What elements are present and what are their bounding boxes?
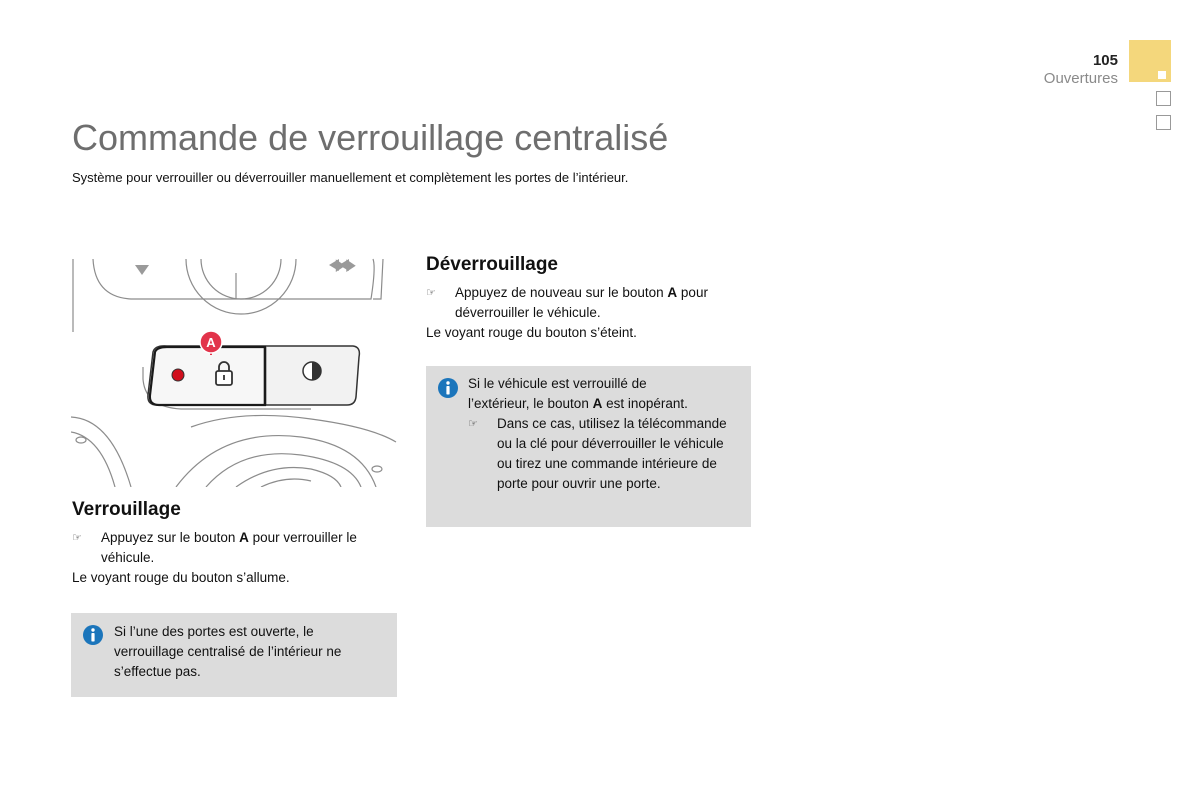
chapter-tab [1156, 115, 1171, 130]
unlock-note-step: ☞ Dans ce cas, utilisez la télécommande ou la clé pour déverrouiller le véhicule ou tirez une commande intérieure de porte pour ouvrir une porte. [468, 416, 727, 491]
page-title: Commande de verrouillage centralisé [72, 117, 669, 158]
lock-info-note [71, 613, 397, 697]
unlock-result: Le voyant rouge du bouton s’éteint. [426, 325, 637, 340]
intro-text: Système pour verrouiller ou déverrouiller manuellement et complètement les portes de l’intérieur. [72, 170, 629, 185]
info-icon [83, 625, 103, 645]
chapter-tab-active [1129, 40, 1171, 82]
unlock-step: ☞ Appuyez de nouveau sur le bouton A pour déverrouiller le véhicule. [426, 285, 708, 320]
lock-button-illustration [71, 257, 397, 487]
callout-label-a: A [206, 335, 216, 350]
chapter-tab [1156, 91, 1171, 106]
page-number: 105 [1092, 52, 1118, 69]
unlock-note-text: Si le véhicule est verrouillé de l’extérieur, le bouton A est inopérant. [468, 376, 688, 411]
lock-result: Le voyant rouge du bouton s’allume. [72, 570, 290, 585]
pointing-hand-icon: ☞ [426, 287, 436, 299]
section-label: Ouvertures [1043, 70, 1118, 87]
info-icon [438, 378, 458, 398]
pointing-hand-icon: ☞ [72, 532, 82, 544]
lock-heading: Verrouillage [72, 499, 181, 520]
lock-step: ☞ Appuyez sur le bouton A pour verrouiller le véhicule. [72, 530, 357, 565]
unlock-info-note [426, 366, 751, 527]
lock-note-text: Si l’une des portes est ouverte, le verrouillage centralisé de l’intérieur ne s’effectue pas. [114, 624, 342, 679]
unlock-heading: Déverrouillage [426, 254, 558, 275]
pointing-hand-icon: ☞ [468, 418, 478, 430]
